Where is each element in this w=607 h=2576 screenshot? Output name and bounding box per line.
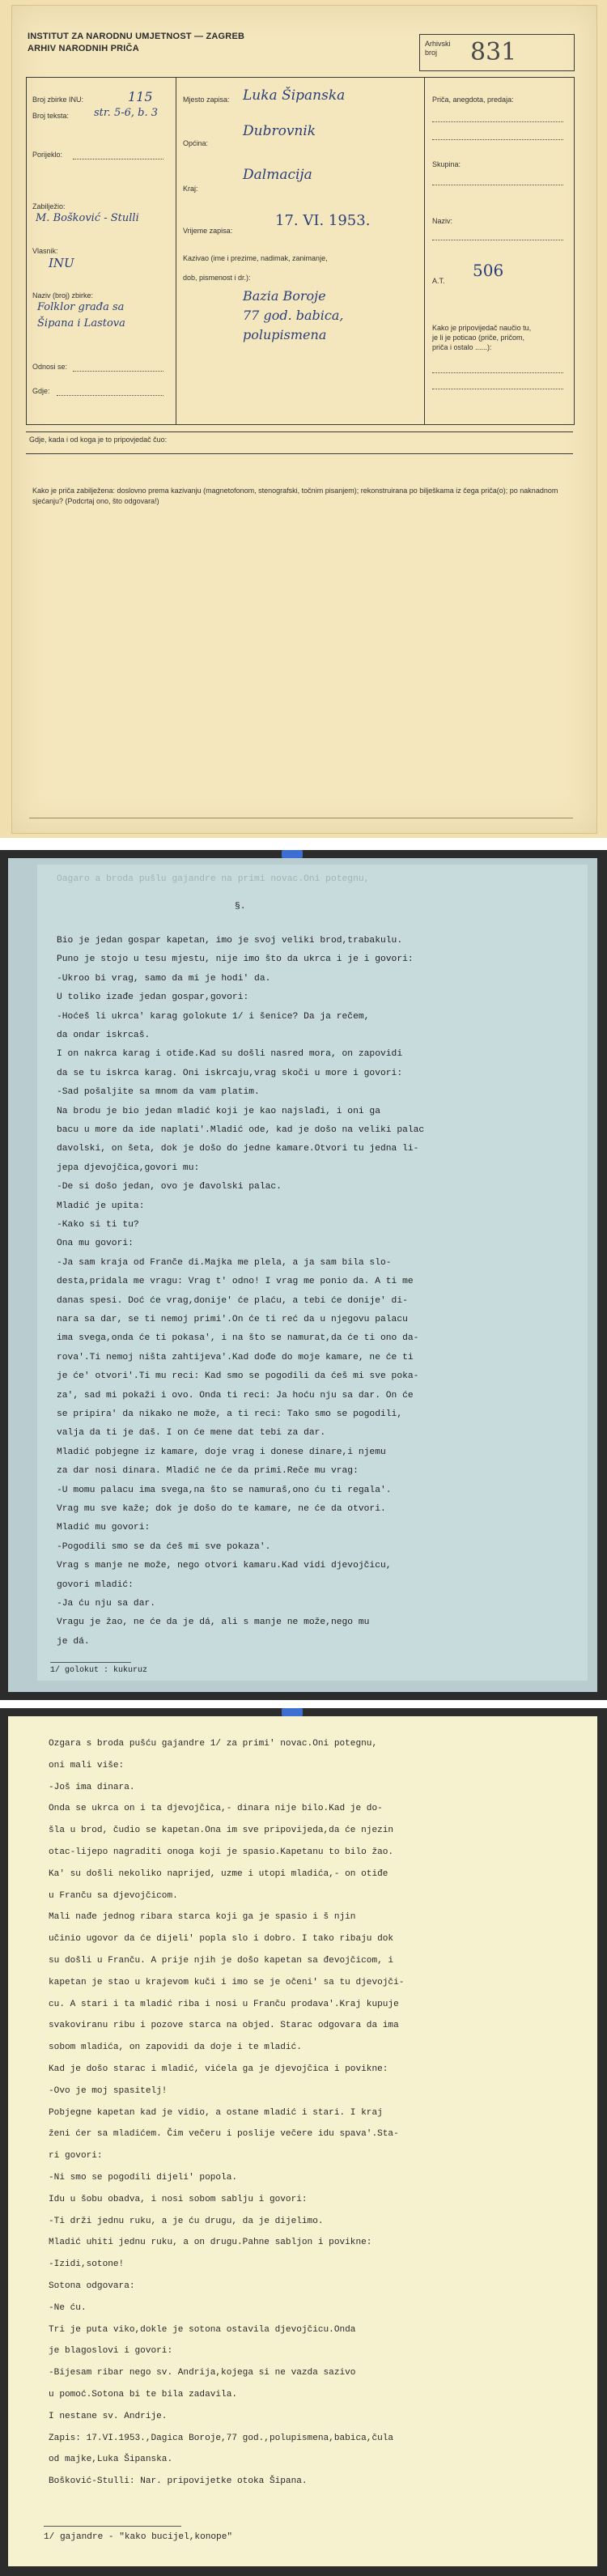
page2-text-line: -Kako si ti tu? <box>57 1220 139 1230</box>
where-row-label: Gdje, kada i od koga je to pripovjedač čuo: <box>29 436 168 444</box>
page2-text-line: desta,pridala me vragu: Vrag t' odno! I vrag me ponio da. A ti me <box>57 1277 414 1287</box>
page2-text-line: davolski, on šeta, dok je došo do jedne kamare.Otvori tu jedna li- <box>57 1144 419 1154</box>
page2-text-line: -De si došo jedan, ovo je đavolski palac. <box>57 1182 282 1192</box>
page3-text-line: Mali nađe jednog ribara starca koji ga je spasio i š njin <box>49 1912 356 1923</box>
institute-line1: INSTITUT ZA NARODNU UMJETNOST — ZAGREB <box>28 32 245 41</box>
page2-inner <box>37 865 588 1681</box>
page2-text-line: -Ukroo bi vrag, samo da mi je hodi' da. <box>57 973 271 984</box>
form-page <box>0 0 607 838</box>
region-value: Dalmacija <box>243 167 312 183</box>
teller-value-line1: Bazia Boroje <box>243 288 326 304</box>
link-label: Kako je pripovijedač naučio tu, <box>432 324 532 332</box>
page2-text-line: nara sa dar, se ti nemoj primi'.On će ti reć da u njegovu palacu <box>57 1315 408 1324</box>
source-label: Odnosi se: <box>32 363 68 371</box>
name-label: Naziv: <box>432 217 453 225</box>
link-label2: je li je poticao (priče, pričom, <box>432 334 525 342</box>
page2-text-line: se pripira' da nikako ne može, a ti reci: Tako smo se pogodili, <box>57 1409 403 1419</box>
typed-page-2 <box>0 850 607 1700</box>
page2-text-line: je dá. <box>57 1636 90 1647</box>
genre-label: Priča, anegdota, predaja: <box>432 96 514 104</box>
archive-number-box <box>419 34 575 71</box>
page2-text-line: §. <box>235 902 246 912</box>
page2-text-line: rova'.Ti nemoj ništa zahtijeva'.Kad dođe do moje kamare, ne će ti <box>57 1352 414 1362</box>
page2-text-line: -Pogodili smo se da ćeš mi sve pokaza'. <box>57 1541 271 1552</box>
page2-text-line: U toliko izađe jedan gospar,govori: <box>57 993 249 1003</box>
page2-text-line: da ondar iskrcaš. <box>57 1031 151 1040</box>
institute-line2: ARHIV NARODNIH PRIČA <box>28 44 139 53</box>
page3-text-line: u pomoć.Sotona bi te bila zadavila. <box>49 2390 238 2400</box>
page3-text-line: Tri je puta viko,dokle je sotona ostavila djevojčicu.Onda <box>49 2324 356 2335</box>
page3-text-line: -Bijesam ribar nego sv. Andrija,kojega si ne vazda sazivo <box>49 2368 356 2378</box>
date-value: 17. VI. 1953. <box>275 212 371 229</box>
page2-text-line: valja da ti je daš. I on će mene dat tebi za dar. <box>57 1428 326 1439</box>
page2-clip <box>282 850 303 858</box>
page3-text-line: I nestane sv. Andrije. <box>49 2411 168 2421</box>
page2-text-line: Mladić pobjegne iz kamare, doje vrag i donese dinare,i njemu <box>57 1447 386 1457</box>
region-label: Kraj: <box>183 185 198 193</box>
page3-text-line: je blagoslovi i govori: <box>49 2346 173 2357</box>
link-dots1 <box>432 372 563 373</box>
place-label: Mjesto zapisa: <box>183 96 230 104</box>
page3-text-line: Kad je došo starac i mladić, vićela ga je djevojčica i povikne: <box>49 2064 388 2074</box>
page3-text-line: Bošković-Stulli: Nar. pripovijetke otoka Šipana. <box>49 2476 308 2487</box>
page3-text-line: ri govori: <box>49 2151 103 2162</box>
where-row-bottom-rule <box>26 453 573 454</box>
page3-text-line: u Franču sa djevojčicom. <box>49 1890 178 1901</box>
text-number-label: Broj teksta: <box>32 112 70 120</box>
page2-text-line: -Sad pošaljite sa mnom da vam platim. <box>57 1087 260 1098</box>
page3-text-line: Idu u šobu obadva, i nosi sobom sablju i govori: <box>49 2194 308 2204</box>
teller-value-line3: polupismena <box>243 327 327 342</box>
link-label3: priča i ostalo ......): <box>432 343 492 351</box>
text-number-value: str. 5-6, b. 3 <box>94 107 159 119</box>
page3-text-line: -Još ima dinara. <box>49 1782 135 1792</box>
collection-value: 115 <box>128 89 153 104</box>
page2-text-line: za', sad mi pokaži i ovo. Onda ti reci: Ja hoću nju sa dar. On će <box>57 1390 414 1401</box>
collector-value: M. Bošković - Stulli <box>36 212 139 224</box>
page2-text-line: Puno je stojo u tesu mjestu, nije imo što da ukrca i je i govori: <box>57 954 414 965</box>
page2-text-line: Oagaro a broda pušlu gajandre na primi novac.Oni potegnu, <box>57 874 370 884</box>
page2-text-line: Ona mu govori: <box>57 1239 134 1249</box>
at-value: 506 <box>473 261 504 280</box>
page2-text-line: da se tu iskrca karag. Oni iskrcaju,vrag skoči u more i govori: <box>57 1068 403 1078</box>
teller-label: Kazivao (ime i prezime, nadimak, zanimanje, <box>183 254 328 262</box>
archive-number-label: Arhivski broj <box>425 40 451 57</box>
page3-text-line: otac-lijepo nagraditi onoga koji je spasio.Kapetanu to bilo žao. <box>49 1847 394 1857</box>
page3-text-line: svakoviranu ribu i pozove starca na objed. Starac odgovara da ima <box>49 2021 399 2031</box>
page3-text-line: -Ni smo se pogodili dijeli' popola. <box>49 2173 238 2183</box>
collection-label: Broj zbirke INU: <box>32 96 84 104</box>
page2-footnote-rule <box>50 1662 131 1663</box>
owner-label: Vlasnik: <box>32 247 58 255</box>
group-label: Skupina: <box>432 160 461 168</box>
page2-text-line: Vrag mu sve kaže; dok je došo do te kamare, ne će da otvori. <box>57 1504 386 1514</box>
page3-text-line: cu. A stari i ta mladić riba i nosi u Franču prodava'.Kraj kupuje <box>49 1999 399 2009</box>
page3-text-line: -Ne ću. <box>49 2302 87 2313</box>
page2-text-line: za dar nosi dinara. Mladić ne će da primi.Reče mu vrag: <box>57 1466 359 1477</box>
page3-text-line: šla u brod, čudio se kapetan.Ona im sve pripovijeda,da će njezin <box>49 1826 394 1836</box>
collector-label: Zabilježio: <box>32 202 66 210</box>
page2-text-line: danas spesi. Doć će vrag,donije' će plaću, a tebi će donije' di- <box>57 1295 408 1306</box>
where-dots <box>57 395 163 396</box>
genre-dots2 <box>432 139 563 140</box>
archive-number-value: 831 <box>470 38 517 66</box>
page3-text-line: ženi ćer sa mladićem. Čim večeru i poslije večere idu spava'.Sta- <box>49 2129 399 2140</box>
date-label: Vrijeme zapisa: <box>183 227 233 235</box>
title-value-line2: Šipana i Lastova <box>37 317 125 329</box>
page2-text-line: -Hoćeš li ukrca' karag golokute 1/ i šenice? Da ja rečem, <box>57 1011 370 1022</box>
page2-text-line: jepa djevojčica,govori mu: <box>57 1163 200 1173</box>
page2-text-line: bacu u more da ide naplati'.Mladić ode, kad je došo na veliki palac <box>57 1125 425 1135</box>
where-row-rule <box>26 431 573 432</box>
owner-value: INU <box>49 256 74 270</box>
page3-text-line: Pobjegne kapetan kad je vidio, a ostane mladić i stari. I kraj <box>49 2107 383 2118</box>
page3-footnote: 1/ gajandre - "kako bucijel,konope" <box>44 2532 233 2542</box>
page3-text-line: oni mali više: <box>49 1760 125 1770</box>
page3-text-line: -Ti drži jednu ruku, a je ću drugu, da je dijelimo. <box>49 2216 324 2226</box>
page3-text-line: Sotona odgovara: <box>49 2281 135 2291</box>
page2-text-line: -U momu palacu ima svega,na što se namuraš,ono ću ti regala'. <box>57 1485 392 1495</box>
page2-text-line: Vragu je žao, ne će da je dá, ali s manje ne može,nego mu <box>57 1617 370 1628</box>
municipality-label: Općina: <box>183 139 209 147</box>
page3-text-line: Ozgara s broda pušću gajandre 1/ za primi' novac.Oni potegnu, <box>49 1739 378 1749</box>
place-value: Luka Šipanska <box>243 87 346 104</box>
page3-text-line: kapetan je stao u krajevom kuči i imo se je očeni' sa tu djevojči- <box>49 1977 405 1987</box>
municipality-value: Dubrovnik <box>243 123 316 139</box>
teller-label2: dob, pismenost i dr.): <box>183 274 251 282</box>
page2-text-line: govori mladić: <box>57 1579 134 1590</box>
page2-text-line: Vrag s manje ne može, nego otvori kamaru.Kad vidi djevojčicu, <box>57 1561 392 1571</box>
page3-text-line: -Izidi,sotone! <box>49 2259 125 2270</box>
page2-text-line: je će' otvori'.Ti mu reci: Kad smo se pogodili da ćeš mi sve poka- <box>57 1371 419 1382</box>
page3-text-line: Zapis: 17.VI.1953.,Dagica Boroje,77 god.,polupismena,babica,čula <box>49 2433 394 2443</box>
page3-text-line: Mladić uhiti jednu ruku, a on drugu.Pahne sabljon i povikne: <box>49 2238 372 2248</box>
at-label: A.T. <box>432 277 445 285</box>
page3-text-line: Onda se ukrca on i ta djevojčica,- dinara nije bilo.Kad je do- <box>49 1804 383 1814</box>
page3-text-line: učinio ugovor da će dijeli' popla slo i dobro. I tako ribaju dok <box>49 1934 394 1945</box>
origin-label: Porijeklo: <box>32 151 63 159</box>
title-label: Naziv (broj) zbirke: <box>32 291 94 300</box>
page2-text-line: Na brodu je bio jedan mladić koji je kao najslađi, i oni ga <box>57 1106 380 1116</box>
page2-text-line: Mladić mu govori: <box>57 1523 151 1533</box>
page3-text-line: sobom mladića, on zapovidi da doje i te mladić. <box>49 2043 302 2053</box>
page2-text-line: I on nakrca karag i otiđe.Kad su došli nasred mora, on zapovidi <box>57 1049 403 1060</box>
page3-text-line: Ka' su došli nekoliko naprijed, uzme i utopi mladića,- on otiđe <box>49 1868 388 1879</box>
page3-text-line: su došli u Franču. A prije njih je došo kapetan sa đevojčicom, i <box>49 1956 394 1966</box>
page2-text-line: Bio je jedan gospar kapetan, imo je svoj veliki brod,trabakulu. <box>57 936 403 946</box>
page3-text-line: -Ovo je moj spasitelj! <box>49 2085 168 2096</box>
where-label: Gdje: <box>32 387 50 395</box>
page2-text-line: -Ja ću nju sa dar. <box>57 1599 156 1609</box>
institute-header <box>28 31 244 55</box>
page2-text-line: Mladić je upita: <box>57 1201 145 1211</box>
title-value-line1: Folklor građa sa <box>37 301 125 313</box>
page3-text-line: od majke,Luka Šipanska. <box>49 2455 173 2465</box>
typed-page-3 <box>0 1708 607 2576</box>
source-dots <box>73 371 163 372</box>
page2-text-line: -Ja sam kraja od Franče di.Majka me plela, a ja sam bila slo- <box>57 1257 392 1268</box>
page2-text-line: ima svega,onda će ti pokasa', i na što se namurat,da će ti ono da- <box>57 1333 419 1344</box>
recording-method-note: Kako je priča zabilježena: doslovno prema kazivanju (magnetofonom, stenografski, točnim pisanjem); rekonstruirana po bilješkama iz čega priča(o); po naknadnom sjećanju? (Podcrtaj ono, što odgovara!) <box>32 487 558 505</box>
page3-footnote-rule <box>44 2526 181 2527</box>
page2-footnote: 1/ golokut : kukuruz <box>50 1666 148 1675</box>
teller-value-line2: 77 god. babica, <box>243 308 344 323</box>
page3-clip <box>282 1708 303 1716</box>
genre-dots1 <box>432 121 563 122</box>
